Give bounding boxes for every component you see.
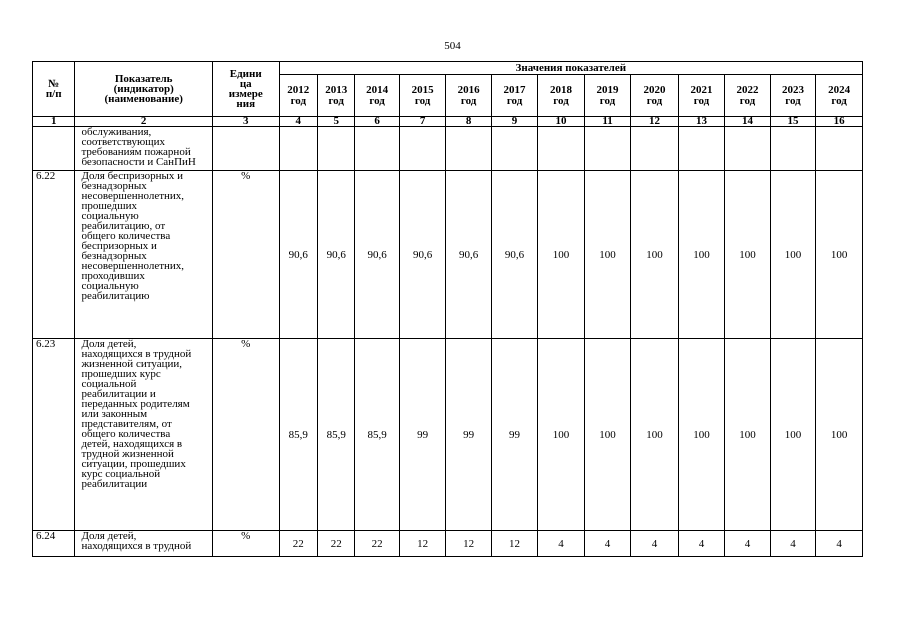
column-number: 2 (75, 117, 212, 127)
row-indicator-name: Доля детей, находящихся в трудной (75, 531, 212, 557)
column-number: 7 (399, 117, 445, 127)
header-indicator-text: Показатель (индикатор) (наименование) (104, 73, 183, 105)
column-number: 9 (491, 117, 537, 127)
column-number: 1 (33, 117, 75, 127)
row-value (279, 127, 317, 171)
row-value: 100 (678, 339, 724, 531)
table-row (33, 171, 863, 339)
row-value: 90,6 (446, 171, 491, 339)
row-value (318, 127, 355, 171)
header-year-suffix: год (785, 94, 801, 107)
header-year-2016 (446, 75, 491, 117)
row-value: 12 (399, 531, 445, 557)
row-value (584, 127, 630, 171)
row-value: 100 (538, 339, 584, 531)
table-row (33, 339, 863, 531)
header-year-2013 (318, 75, 355, 117)
row-value: 99 (399, 339, 445, 531)
row-indicator-name: Доля детей, находящихся в трудной жизненной ситуации, прошедших курс социальной реабилитации и переданных родителям или законным представителям, от общего количества детей, находящихся в трудной жизненной ситуации, прошедших курс социальной реабилитации (75, 339, 212, 531)
row-value: 100 (770, 171, 815, 339)
column-number: 3 (212, 117, 279, 127)
row-value: 12 (491, 531, 537, 557)
header-year-suffix: год (369, 94, 385, 107)
row-value: 4 (725, 531, 770, 557)
header-year-value: 2017 (503, 83, 526, 96)
column-number: 13 (678, 117, 724, 127)
header-year-suffix: год (739, 94, 756, 107)
row-value (491, 127, 537, 171)
header-year-suffix: год (646, 94, 663, 107)
row-value: 4 (678, 531, 724, 557)
row-value: 90,6 (355, 171, 399, 339)
header-year-2015 (399, 75, 445, 117)
column-number: 5 (318, 117, 355, 127)
header-values-title: Значения показателей (279, 62, 862, 75)
row-value: 100 (816, 171, 863, 339)
header-year-value: 2021 (690, 83, 713, 96)
row-value: 22 (279, 531, 317, 557)
row-value: 100 (816, 339, 863, 531)
row-value: 100 (770, 339, 815, 531)
header-year-2021 (678, 75, 724, 117)
row-value: 99 (446, 339, 491, 531)
row-value (355, 127, 399, 171)
row-value: 100 (631, 339, 679, 531)
row-value (446, 127, 491, 171)
header-year-value: 2023 (781, 83, 804, 96)
header-year-value: 2020 (643, 83, 666, 96)
column-number: 6 (355, 117, 399, 127)
column-number: 12 (631, 117, 679, 127)
header-unit-text: Едини ца измере ния (228, 68, 263, 110)
header-year-2012 (279, 75, 317, 117)
row-index: 6.23 (33, 339, 75, 531)
row-value: 100 (725, 339, 770, 531)
header-year-suffix: год (460, 94, 477, 107)
row-value (399, 127, 445, 171)
row-unit (212, 127, 279, 171)
row-unit: % (212, 171, 279, 339)
header-year-value: 2019 (596, 83, 619, 96)
row-value: 90,6 (399, 171, 445, 339)
row-value: 4 (770, 531, 815, 557)
header-indicator (75, 62, 212, 117)
header-year-value: 2012 (287, 83, 310, 96)
header-unit (212, 62, 279, 117)
header-num-text: № п/п (45, 78, 62, 100)
header-year-value: 2013 (325, 83, 348, 96)
row-value: 100 (631, 171, 679, 339)
row-value (538, 127, 584, 171)
column-number: 4 (279, 117, 317, 127)
table-row (33, 127, 863, 171)
header-year-value: 2014 (366, 83, 389, 96)
header-year-value: 2016 (457, 83, 480, 96)
column-number: 10 (538, 117, 584, 127)
row-value: 90,6 (279, 171, 317, 339)
row-value: 4 (631, 531, 679, 557)
row-unit: % (212, 339, 279, 531)
header-year-2019 (584, 75, 630, 117)
row-value: 85,9 (279, 339, 317, 531)
row-value (725, 127, 770, 171)
row-indicator-name: Доля беспризорных и безнадзорных несовершеннолетних, прошедших социальную реабилитацию, от общего количества беспризорных и безнадзорных несовершеннолетних, проходивших социальную реабилитацию (75, 171, 212, 339)
row-indicator-name: обслуживания, соответствующих требованиям пожарной безопасности и СанПиН (75, 127, 212, 171)
header-year-suffix: год (290, 94, 307, 107)
row-value: 85,9 (318, 339, 355, 531)
header-num (33, 62, 75, 117)
row-value: 4 (538, 531, 584, 557)
header-year-value: 2024 (828, 83, 851, 96)
row-value: 100 (584, 171, 630, 339)
column-number: 16 (816, 117, 863, 127)
row-value: 90,6 (318, 171, 355, 339)
header-year-suffix: год (693, 94, 710, 107)
row-value: 90,6 (491, 171, 537, 339)
header-year-suffix: год (414, 94, 431, 107)
row-value: 99 (491, 339, 537, 531)
row-value: 85,9 (355, 339, 399, 531)
header-year-suffix: год (553, 94, 569, 107)
row-index (33, 127, 75, 171)
row-value: 100 (538, 171, 584, 339)
header-year-2018 (538, 75, 584, 117)
column-number: 15 (770, 117, 815, 127)
row-value: 100 (584, 339, 630, 531)
header-year-2023 (770, 75, 815, 117)
row-value: 12 (446, 531, 491, 557)
column-number: 11 (584, 117, 630, 127)
header-year-suffix: год (328, 94, 344, 107)
row-value (816, 127, 863, 171)
row-value: 22 (318, 531, 355, 557)
header-year-value: 2015 (411, 83, 434, 96)
header-year-value: 2022 (736, 83, 759, 96)
page-number: 504 (444, 40, 461, 52)
row-unit: % (212, 531, 279, 557)
row-index: 6.22 (33, 171, 75, 339)
header-year-2014 (355, 75, 399, 117)
header-year-2017 (491, 75, 537, 117)
row-value: 4 (584, 531, 630, 557)
row-index: 6.24 (33, 531, 75, 557)
row-value (631, 127, 679, 171)
header-year-suffix: год (506, 94, 523, 107)
header-year-suffix: год (599, 94, 616, 107)
indicators-table (32, 61, 863, 557)
header-year-value: 2018 (550, 83, 573, 96)
row-value (770, 127, 815, 171)
row-value: 4 (816, 531, 863, 557)
column-number: 14 (725, 117, 770, 127)
row-value (678, 127, 724, 171)
row-value: 100 (725, 171, 770, 339)
header-year-2024 (816, 75, 863, 117)
header-year-2022 (725, 75, 770, 117)
column-number: 8 (446, 117, 491, 127)
row-value: 100 (678, 171, 724, 339)
header-year-2020 (631, 75, 679, 117)
header-year-suffix: год (831, 94, 847, 107)
row-value: 22 (355, 531, 399, 557)
table-row (33, 531, 863, 557)
